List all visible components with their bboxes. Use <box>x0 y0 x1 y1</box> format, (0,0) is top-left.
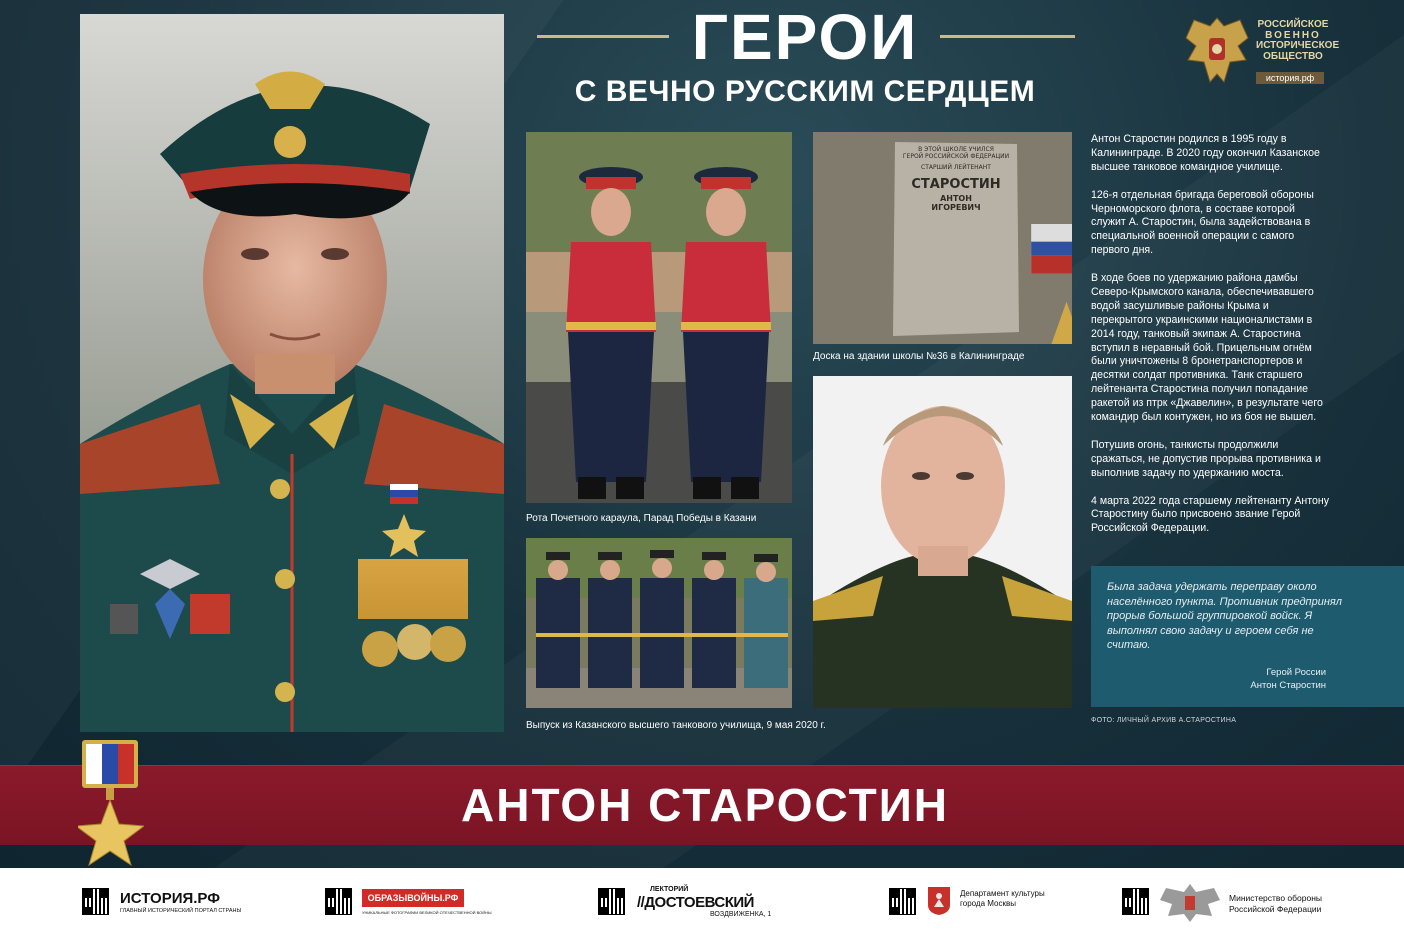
lektoriy-address: ВОЗДВИЖЕНКА, 1 <box>710 911 772 918</box>
moscow-culture-dept[interactable]: Департамент культуры города Москвы <box>960 889 1045 908</box>
graduation-photo <box>526 538 792 708</box>
gold-star-medal-icon <box>78 738 144 866</box>
istoria-tagline: ГЛАВНЫЙ ИСТОРИЧЕСКИЙ ПОРТАЛ СТРАНЫ <box>120 908 242 914</box>
bio-paragraph: 4 марта 2022 года старшему лейтенанту Антону Старостину было присвоено звание Герой Российской Федерации. <box>1091 494 1330 535</box>
plaque-photo <box>813 132 1072 344</box>
double-headed-eagle-icon <box>1182 12 1252 88</box>
dostoevsky-logo[interactable]: //ДОСТОЕВСКИЙ <box>637 894 754 911</box>
mod-emblem-icon <box>1158 882 1222 922</box>
moscow-coat-of-arms-icon <box>928 887 950 915</box>
rvio-name: РОССИЙСКОЕ ВОЕННО ИСТОРИЧЕСКОЕ ОБЩЕСТВО <box>1256 19 1340 62</box>
hero-name: АНТОН СТАРОСТИН <box>461 779 949 831</box>
qr-code[interactable] <box>598 888 625 915</box>
bio-paragraph: Потушив огонь, танкисты продолжили сражаться, не допустив прорыва противника и выполнив задачу по удержанию моста. <box>1091 438 1321 479</box>
plaque-text: В ЭТОЙ ШКОЛЕ УЧИЛСЯ ГЕРОЙ РОССИЙСКОЙ ФЕДЕРАЦИИ СТАРШИЙ ЛЕЙТЕНАНТ СТАРОСТИН АНТОН ИГОРЕВИЧ <box>902 146 1010 212</box>
footer <box>0 868 1404 937</box>
photo-credit: ФОТО: ЛИЧНЫЙ АРХИВ А.СТАРОСТИНА <box>1091 717 1237 724</box>
quote-box <box>1091 566 1404 707</box>
qr-code[interactable] <box>325 888 352 915</box>
honor-guard-caption: Рота Почетного караула, Парад Победы в Казани <box>526 513 757 524</box>
page-title: ГЕРОИ <box>691 1 919 73</box>
quote-author: Герой России Антон Старостин <box>1250 667 1326 691</box>
biography <box>1091 133 1331 550</box>
lektoriy-label: ЛЕКТОРИЙ <box>650 886 689 893</box>
quote-text: Была задача удержать переправу около населённого пункта. Противник предпринял прорыв большой группировкой войск. Я выполнял свою задачу и героем себя не считаю. <box>1107 581 1342 651</box>
qr-code[interactable] <box>1122 888 1149 915</box>
plaque-caption: Доска на здании школы №36 в Калининграде <box>813 351 1025 362</box>
page-subtitle: С ВЕЧНО РУССКИМ СЕРДЦЕМ <box>574 75 1036 108</box>
qr-code[interactable] <box>82 888 109 915</box>
obrazy-tagline: УНИКАЛЬНЫЕ ФОТОГРАФИИ ВЕЛИКОЙ ОТЕЧЕСТВЕННОЙ ВОЙНЫ <box>362 910 492 915</box>
hero-portrait-photo <box>80 14 504 732</box>
rvio-logo <box>1180 12 1340 88</box>
official-portrait-photo <box>813 376 1072 708</box>
bio-paragraph: 126-я отдельная бригада береговой обороны Черноморского флота, в составе которой служит А. Старостин, была задействована в специальной военной операции с самого первого дня. <box>1091 188 1314 257</box>
graduation-caption: Выпуск из Казанского высшего танкового училища, 9 мая 2020 г. <box>526 720 826 731</box>
obrazy-logo[interactable]: ОБРАЗЫВОЙНЫ.РФ <box>362 889 464 907</box>
bio-paragraph: Антон Старостин родился в 1995 году в Калининграде. В 2020 году окончил Казанское высшее танковое командное училище. <box>1091 133 1320 173</box>
honor-guard-photo <box>526 132 792 503</box>
hero-star-icon <box>937 224 1072 344</box>
istoria-logo[interactable]: ИСТОРИЯ.РФ <box>120 890 221 907</box>
rvio-site-badge: история.рф <box>1256 72 1324 84</box>
qr-code[interactable] <box>889 888 916 915</box>
ministry-of-defence[interactable]: Министерство обороны Российской Федерации <box>1229 893 1323 914</box>
bio-paragraph: В ходе боев по удержанию района дамбы Северо-Крымского канала, обеспечивавшего водой засушливые районы Крыма и перекрытого украинскими националистами в 2014 году, танковый экипаж А. Старостина вступил в неравный бой. Прицельным огнём были уничтожены 8 бронетранспортеров и десятки солдат противника. Танк старшего лейтенанта Старостина получил попадание ракетой из птрк «Джавелин», в результате чего командир был контужен, но из боя не вышел. <box>1091 272 1323 424</box>
